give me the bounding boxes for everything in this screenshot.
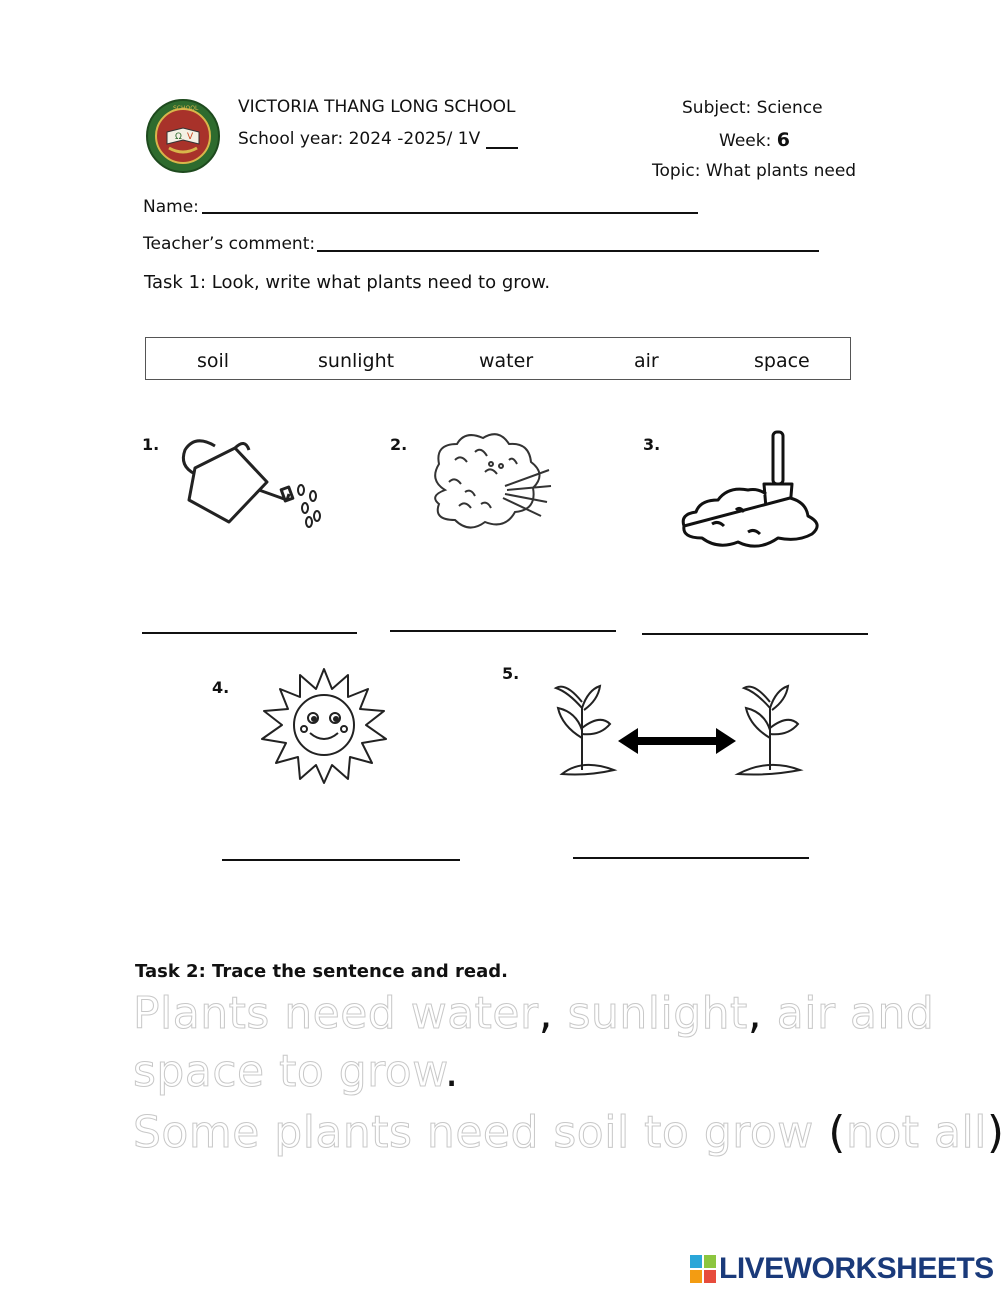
answer-line-4[interactable] (222, 859, 460, 861)
word-space: space (754, 350, 810, 372)
answer-line-5[interactable] (573, 857, 809, 859)
item-number-1: 1. (142, 435, 160, 454)
svg-text:V: V (187, 132, 194, 142)
wind-cloud-icon (425, 430, 553, 549)
answer-line-2[interactable] (390, 630, 616, 632)
svg-text:SCHOOL: SCHOOL (173, 105, 199, 112)
answer-line-1[interactable] (142, 632, 357, 634)
answer-line-3[interactable] (642, 633, 868, 635)
sun-icon (258, 665, 390, 789)
task2-title: Task 2: Trace the sentence and read. (135, 961, 508, 982)
subject-label: Subject: Science (682, 98, 823, 118)
word-soil: soil (197, 350, 230, 372)
task1-title: Task 1: Look, write what plants need to grow. (144, 272, 551, 293)
watering-can-icon (175, 428, 340, 542)
name-line[interactable] (202, 212, 698, 214)
word-air: air (634, 350, 659, 372)
live-badge-icon (690, 1255, 716, 1283)
class-line[interactable] (486, 147, 518, 149)
word-sunlight: sunlight (318, 350, 395, 372)
svg-text:Ω: Ω (175, 132, 182, 142)
soil-shovel-icon (678, 428, 828, 557)
week-label: Week: 6 (719, 129, 790, 151)
name-label: Name: (143, 197, 199, 217)
plants-space-icon (548, 678, 803, 782)
trace-line-2[interactable]: space to grow. (133, 1046, 460, 1097)
topic-label: Topic: What plants need (652, 161, 857, 181)
school-crest (145, 98, 221, 174)
word-water: water (479, 350, 534, 372)
liveworksheets-logo: LIVEWORKSHEETS (690, 1252, 994, 1286)
school-name: VICTORIA THANG LONG SCHOOL (238, 97, 516, 117)
school-year: School year: 2024 -2025/ 1V (238, 129, 481, 149)
item-number-5: 5. (502, 664, 520, 683)
comment-line[interactable] (317, 250, 819, 252)
item-number-3: 3. (643, 435, 661, 454)
comment-label: Teacher’s comment: (143, 234, 316, 254)
trace-line-3[interactable]: Some plants need soil to grow (not all) (133, 1107, 1005, 1158)
word-bank (145, 337, 851, 380)
item-number-2: 2. (390, 435, 408, 454)
item-number-4: 4. (212, 678, 230, 697)
trace-line-1[interactable]: Plants need water, sunlight, air and (133, 988, 935, 1039)
